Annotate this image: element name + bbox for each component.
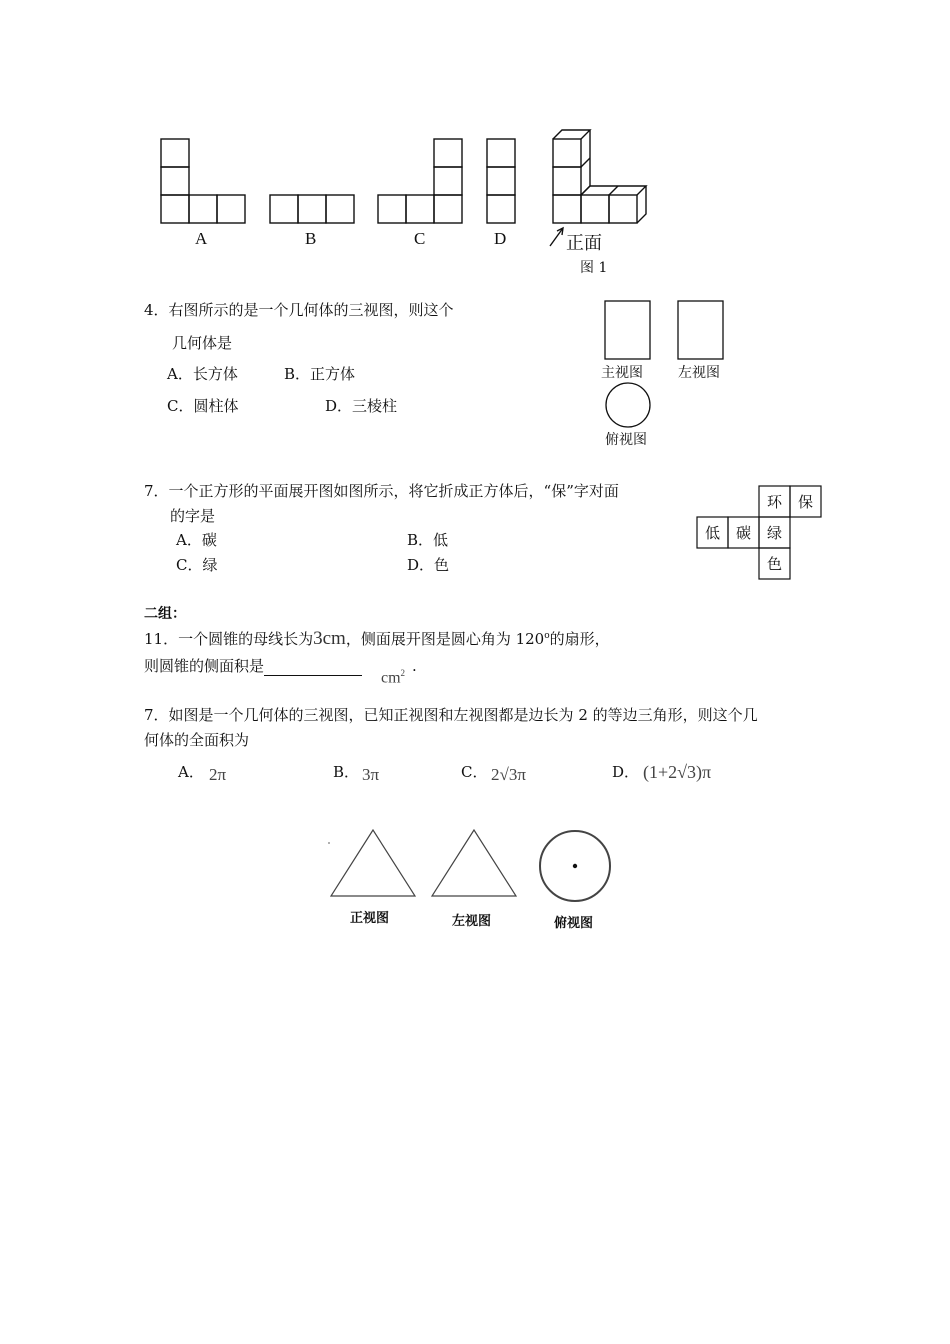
- net-cell-se: 色: [767, 555, 783, 573]
- q7b-option-d-value: (1+2√3)π: [643, 762, 712, 782]
- q7b-option-b-letter: B．: [333, 763, 360, 781]
- q4-top-view-label: 俯视图: [605, 432, 647, 448]
- net-cell-tan: 碳: [736, 524, 752, 542]
- q7b-option-c-value: 2√3π: [491, 765, 526, 784]
- net-cell-di: 低: [705, 524, 721, 542]
- q11-unit: $cm^2$: [381, 668, 406, 687]
- q7b-left-view-label: 左视图: [452, 914, 492, 929]
- option-b-label: B: [305, 229, 317, 248]
- net-cell-bao: 保: [798, 493, 814, 511]
- q4-option-a: A．长方体: [167, 365, 238, 383]
- q11-line1: 11．一个圆锥的母线长为3cm，侧面展开图是圆心角为 120$^o$的扇形，: [144, 628, 610, 649]
- option-d-label: D: [494, 229, 507, 248]
- q4-option-d: D．三棱柱: [325, 397, 398, 415]
- q7b-stem-line2: 何体的全面积为: [144, 731, 250, 749]
- q7a-option-d: D．色: [407, 556, 450, 574]
- q4-stem-line2: 几何体是: [172, 334, 233, 352]
- q7a-stem-line2: 的字是: [170, 507, 216, 525]
- q7a-option-a: A．碳: [176, 531, 217, 549]
- q4-front-view-label: 主视图: [601, 365, 643, 381]
- q7b-option-a-value: 2π: [209, 765, 227, 784]
- net-cell-lv: 绿: [767, 524, 783, 542]
- q7a-stem-line1: 7．一个正方形的平面展开图如图所示，将它折成正方体后，“保”字对面: [144, 482, 619, 500]
- net-cell-huan: 环: [767, 493, 783, 511]
- q4-option-c: C．圆柱体: [167, 397, 239, 415]
- q7b-option-d-letter: D．: [612, 763, 640, 781]
- figure1-caption: 图 1: [580, 260, 608, 276]
- left-view-triangle: [432, 830, 516, 896]
- q7a-option-b: B．低: [407, 531, 449, 549]
- option-a-label: A: [195, 229, 208, 248]
- q11-line2: 则圆锥的侧面积是: [144, 656, 362, 676]
- q7a-option-c: C．绿: [176, 556, 218, 574]
- q7b-option-a-letter: A．: [178, 763, 204, 781]
- q7b-option-b-value: 3π: [362, 765, 380, 784]
- front-view-triangle: [331, 830, 415, 896]
- q4-left-view-label: 左视图: [678, 365, 720, 381]
- q7b-stem-line1: 7．如图是一个几何体的三视图，已知正视图和左视图都是边长为 2 的等边三角形，则这个几: [144, 706, 758, 724]
- stray-dot: [328, 842, 330, 844]
- q7b-front-view-label: 正视图: [350, 911, 390, 926]
- q7b-top-view-label: 俯视图: [554, 916, 594, 931]
- q11-end: .: [412, 657, 417, 675]
- q7b-option-c-letter: C．: [461, 763, 488, 781]
- q4-option-b: B．正方体: [284, 365, 356, 383]
- front-label: 正面: [566, 233, 602, 254]
- option-c-label: C: [414, 229, 426, 248]
- q4-stem-line1: 4．右图所示的是一个几何体的三视图，则这个: [144, 301, 454, 319]
- group2-heading: 二组：: [144, 606, 186, 622]
- apex-dot: [573, 864, 577, 868]
